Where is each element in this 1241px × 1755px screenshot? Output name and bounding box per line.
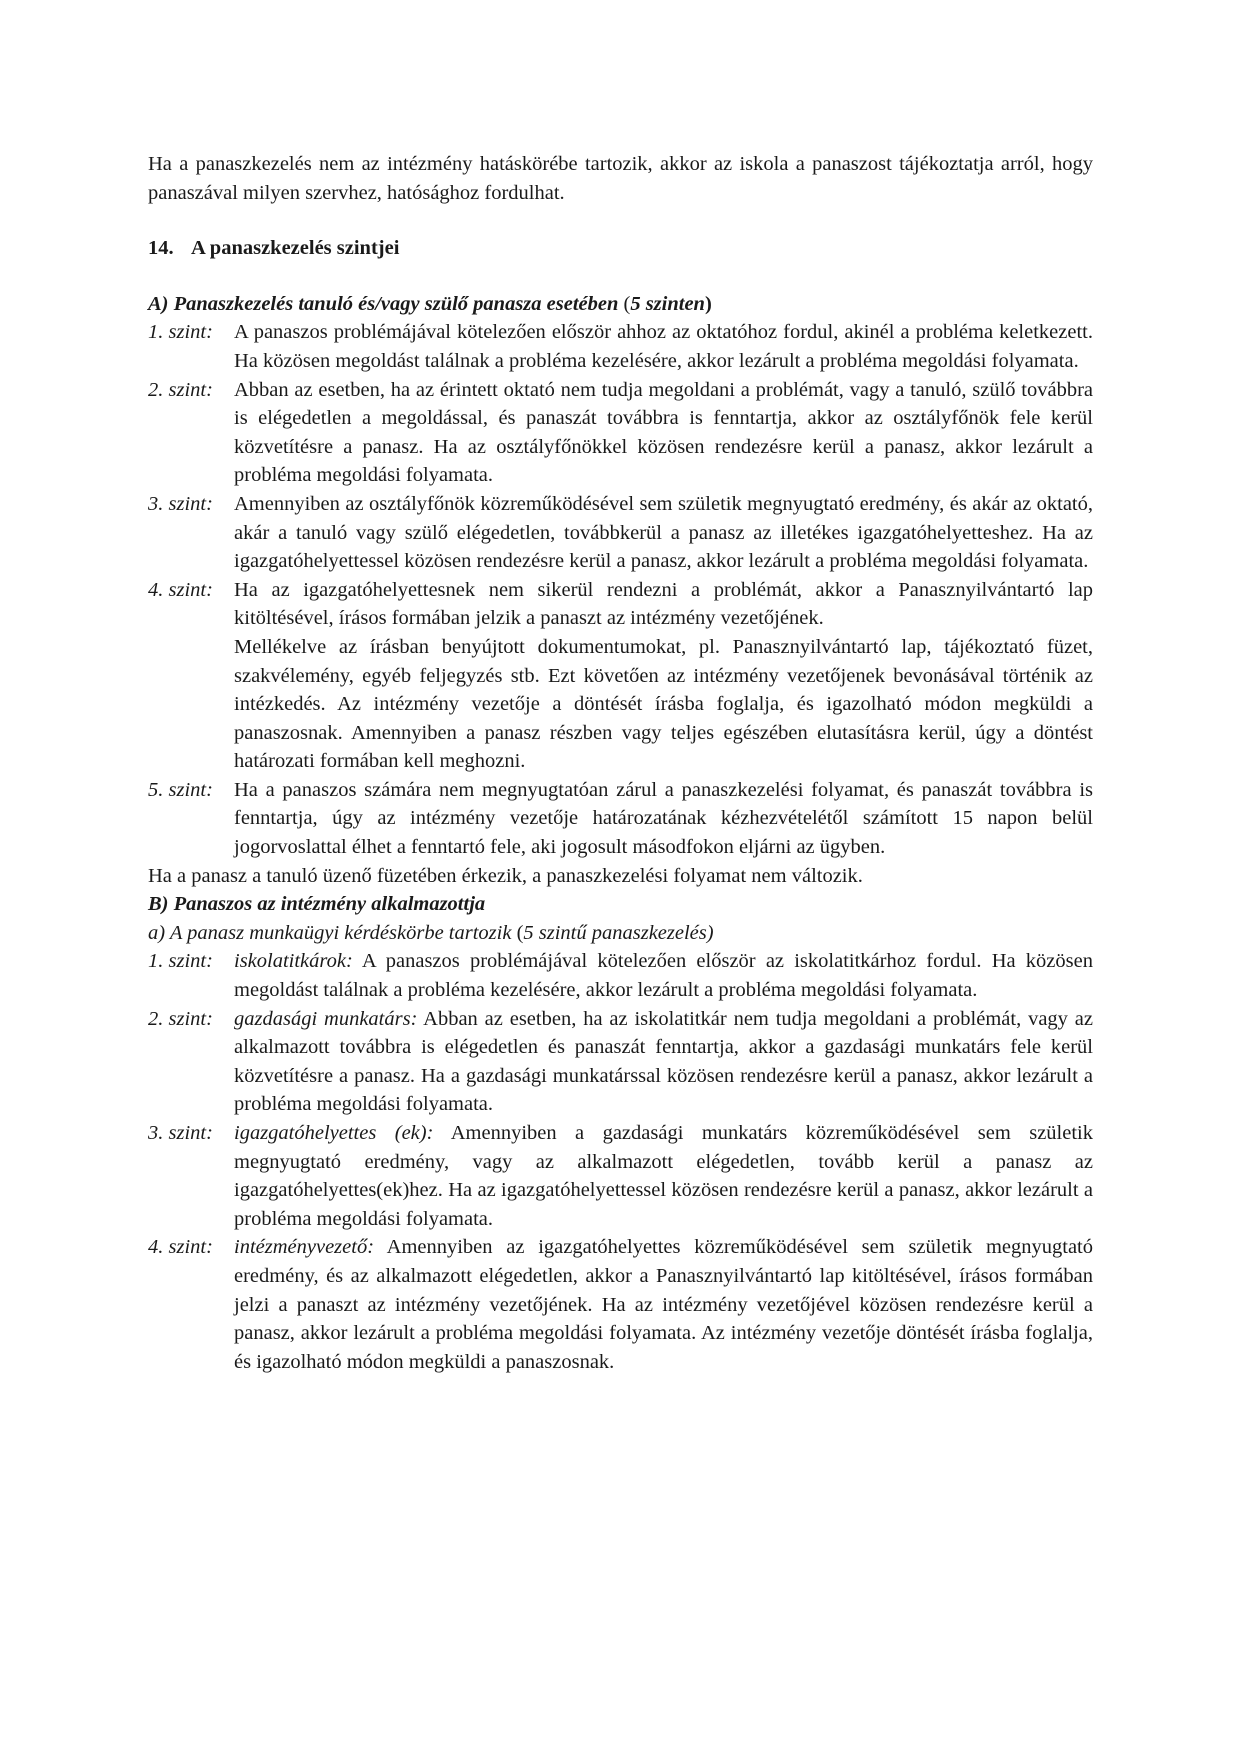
part-a-level-5: [148, 776, 1093, 862]
level-text: Abban az esetben, ha az érintett oktató nem tudja megoldani a problémát, vagy a tanuló, szülő továbbra is elégedetlen a megoldással, és panaszát továbbra is fenntartja, akkor az osztályfőnök fele kerül közvetítésre a panasz. Ha az osztályfőnökkel közösen rendezésre kerül a panasz, akkor lezárult a probléma megoldási folyamata.: [234, 378, 1093, 487]
level-role: iskolatitkárok:: [234, 950, 353, 973]
part-a-level-1: [148, 318, 1093, 375]
part-b-subtitle: a) A panasz munkaügyi kérdéskörbe tartozik (5 szintű panaszkezelés): [148, 921, 714, 944]
level-text-continued: Mellékelve az írásban benyújtott dokumentumokat, pl. Panasznyilvántartó lap, tájékoztató füzet, szakvélemény, egyéb feljegyzés stb. Ezt követően az intézmény vezetőjenek bevonásával történik az intézkedés. Az intézmény vezetője a döntését írásba foglalja, és igazolható módon megküldi a panaszosnak. Amennyiben a panasz részben vagy teljes egészében elutasításra kerül, úgy a döntést határozati formában kell meghozni.: [234, 635, 1093, 773]
level-label: 5. szint:: [148, 778, 213, 801]
level-text: Amennyiben az osztályfőnök közreműködésével sem születik megnyugtató eredmény, és akár az oktató, akár a tanuló vagy szülő elégedetlen, továbbkerül a panasz az illetékes igazgatóhelyetteshez. Ha az igazgatóhelyettessel közösen rendezésre kerül a panasz, akkor lezárult a probléma megoldási folyamata.: [234, 492, 1093, 573]
level-text: Ha a panaszos számára nem megnyugtatóan zárul a panaszkezelési folyamat, és panaszát továbbra is fenntartja, úgy az intézmény vezetője határozatának kézhezvételétől számított 15 napon belül jogorvoslattal élhet a fenntartó fele, aki jogosult másodfokon eljárni az ügyben.: [234, 778, 1093, 859]
section-heading: [148, 234, 1093, 263]
level-text: A panaszos problémájával kötelezően először ahhoz az oktatóhoz fordul, akinél a probléma keletkezett. Ha közösen megoldást találnak a probléma kezelésére, akkor lezárult a probléma megoldási folyamata.: [234, 321, 1093, 372]
intro-paragraph: Ha a panaszkezelés nem az intézmény hatáskörébe tartozik, akkor az iskola a panaszost tájékoztatja arról, hogy panaszával milyen szervhez, hatósághoz fordulhat.: [148, 153, 1093, 204]
level-label: 3. szint:: [148, 492, 213, 515]
level-label: 2. szint:: [148, 1007, 213, 1030]
level-text: A panaszos problémájával kötelezően először az iskolatitkárhoz fordul. Ha közösen megoldást találnak a probléma kezelésére, akkor lezárult a probléma megoldási folyamata.: [234, 950, 1093, 1002]
spacer: [148, 263, 1093, 290]
part-a-level-3: [148, 490, 1093, 576]
spacer: [148, 207, 1093, 234]
level-label: 4. szint:: [148, 578, 213, 601]
level-label: 1. szint:: [148, 950, 213, 973]
part-a-level-2: [148, 376, 1093, 490]
level-label: 3. szint:: [148, 1122, 213, 1144]
section-number: 14.: [148, 237, 174, 260]
part-a-title: A) Panaszkezelés tanuló és/vagy szülő panasza esetében: [148, 292, 619, 315]
level-label: 4. szint:: [148, 1236, 213, 1259]
level-text: Amennyiben az igazgatóhelyettes közreműködésével sem születik megnyugtató eredmény, és az alkalmazott elégedetlen, akkor a Panasznyilvántartó lap kitöltésével, írásos formában jelzi a panaszt az intézmény vezetőjének. Ha az intézmény vezetőjével közösen rendezésre kerül a panasz, akkor lezárult a probléma megoldási folyamata. Az intézmény vezetője döntését írásba foglalja, és igazolható módon megküldi a panaszosnak.: [234, 1236, 1093, 1373]
level-role: intézményvezető:: [234, 1236, 375, 1259]
part-b-title: B) Panaszos az intézmény alkalmazottja: [148, 893, 486, 916]
level-text: Abban az esetben, ha az iskolatitkár nem tudja megoldani a problémát, vagy az alkalmazott továbbra is elégedetlen és panaszát fenntartja, akkor a gazdasági munkatárs fele kerül közvetítésre a panasz. Ha a gazdasági munkatárssal közösen rendezésre kerül a panasz, akkor lezárult a probléma megoldási folyamata.: [234, 1007, 1093, 1116]
part-a-level-count: 5 szinten: [630, 292, 705, 315]
part-a-heading: A) Panaszkezelés tanuló és/vagy szülő panasza esetében (5 szinten): [148, 292, 712, 315]
part-b-level-2: [148, 1005, 1093, 1119]
part-b-level-4: [148, 1233, 1093, 1376]
level-role: igazgatóhelyettes (ek):: [234, 1122, 434, 1144]
level-role: gazdasági munkatárs:: [234, 1007, 418, 1030]
part-a-note: Ha a panasz a tanuló üzenő füzetében érkezik, a panaszkezelési folyamat nem változik.: [148, 864, 863, 887]
section-title: A panaszkezelés szintjei: [191, 237, 400, 260]
part-a-level-4: [148, 576, 1093, 776]
level-text: Amennyiben a gazdasági munkatárs közreműködésével sem születik megnyugtató eredmény, vagy az alkalmazott elégedetlen, tovább kerül a panasz az igazgatóhelyettes(ek)hez. Ha az igazgatóhelyettessel közösen rendezésre kerül a panasz, akkor lezárult a probléma megoldási folyamata.: [234, 1122, 1093, 1230]
level-text: Ha az igazgatóhelyettesnek nem sikerül rendezni a problémát, akkor a Panasznyilvántartó lap kitöltésével, írásos formában jelzik a panaszt az intézmény vezetőjének.: [234, 578, 1093, 630]
level-label: 1. szint:: [148, 321, 213, 344]
part-b-level-1: [148, 947, 1093, 1004]
part-b-level-3: [148, 1119, 1093, 1233]
document-page: [148, 150, 1093, 1376]
level-label: 2. szint:: [148, 378, 213, 401]
